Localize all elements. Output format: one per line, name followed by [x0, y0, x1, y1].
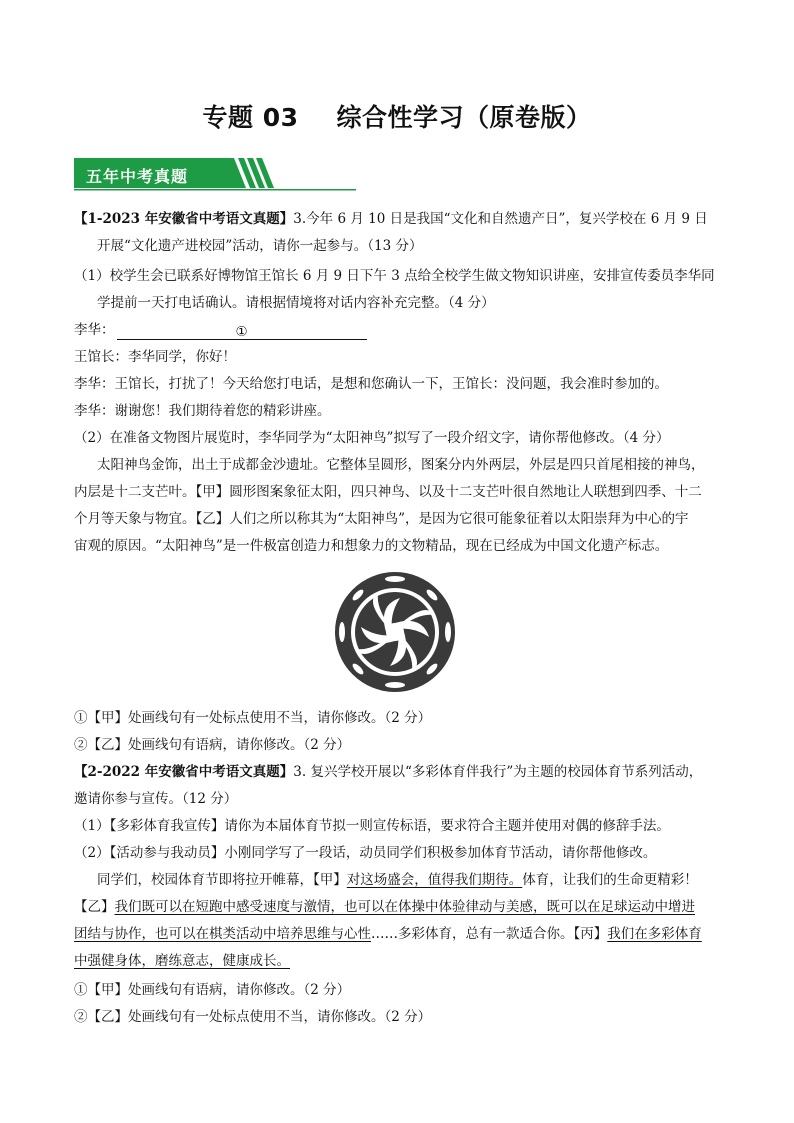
q2-subquestion-2: ②【乙】处画线句有一处标点使用不当，请你修改。（2 分）	[74, 1009, 432, 1025]
marker-yi: 【乙】	[74, 899, 115, 915]
q2-passage-text: 同学们，校园体育节即将拉开帷幕，【甲】	[97, 872, 347, 888]
q2-passage-line-2	[74, 897, 732, 917]
dialogue-line-2: 王馆长：李华同学，你好！	[74, 349, 236, 365]
dialogue-speaker: 李华：	[74, 322, 115, 338]
q1-heading-cont: 开展“文化遗产进校园”活动，请你一起参与。（13 分）	[97, 238, 423, 254]
underlined-sentence-jia: 对这场盛会，值得我们期待。	[346, 872, 523, 888]
q2-part1: （1）【多彩体育我宣传】请你为本届体育节拟一则宣传标语，要求符合主题并使用对偶的修辞手法。	[74, 818, 670, 834]
sun-bird-emblem-image	[334, 571, 456, 693]
q2-heading-text: 3. 复兴学校开展以“多彩体育伴我行”为主题的校园体育节系列活动，	[293, 764, 703, 780]
q1-heading	[74, 209, 732, 229]
q2-passage-line-3	[74, 924, 732, 944]
passage-line-3: 个月等天象与物宜。【乙】人们之所以称其为“太阳神鸟”，是因为它很可能象征着以太阳崇拜为中心的宇	[74, 511, 689, 527]
q2-part2: （2）【活动参与我动员】小刚同学写了一段话，动员同学们积极参加体育节活动，请你帮他修改。	[74, 845, 657, 861]
page-title	[0, 98, 794, 134]
q2-passage-line-4	[74, 951, 732, 971]
dialogue-line-1	[74, 320, 732, 340]
title-part1: 专题 03	[202, 103, 299, 132]
q1-subquestion-1: ①【甲】处画线句有一处标点使用不当，请你修改。（2 分）	[74, 710, 432, 726]
passage-line-1: 太阳神鸟金饰，出土于成都金沙遗址。它整体呈圆形，图案分内外两层，外层是四只首尾相接的神鸟，	[97, 457, 705, 473]
dialogue-line-3: 李华：王馆长，打扰了！今天给您打电话，是想和您确认一下，王馆长：没问题，我会准时参加的。	[74, 376, 668, 392]
underlined-sentence-bing-cont: 中强健身体，磨练意志，健康成长。	[74, 953, 290, 969]
q2-passage-text: ……多彩体育，总有一款适合你。【丙】	[371, 926, 608, 942]
q1-source-tag: 【1-2023 年安徽省中考语文真题】	[74, 211, 294, 227]
passage-line-2: 内层是十二支芒叶。【甲】圆形图案象征太阳，四只神鸟、以及十二支芒叶很自然地让人联想到四季、十二	[74, 484, 702, 500]
q2-heading	[74, 762, 732, 782]
passage-line-4: 宙观的原因。“太阳神鸟”是一件极富创造力和想象力的文物精品，现在已经成为中国文化遗产标志。	[74, 538, 669, 554]
dialogue-line-4: 李华：谢谢您！我们期待着您的精彩讲座。	[74, 403, 331, 419]
q1-part1-line2: 学提前一天打电话确认。请根据情境将对话内容补充完整。（4 分）	[97, 295, 495, 311]
underlined-sentence-yi: 我们既可以在短跑中感受速度与激情，也可以在体操中体验律动与美感，既可以在足球运动中增进	[114, 899, 695, 915]
q2-source-tag: 【2-2022 年安徽省中考语文真题】	[74, 764, 294, 780]
q1-subquestion-2: ②【乙】处画线句有语病，请你修改。（2 分）	[74, 737, 351, 753]
answer-blank-1[interactable]: ①	[117, 322, 367, 340]
q1-heading-text: 3.今年 6 月 10 日是我国“文化和自然遗产日”，复兴学校在 6 月 9 日	[293, 211, 708, 227]
q2-passage-text: 体育，让我们的生命更精彩！	[522, 872, 698, 888]
q2-subquestion-1: ①【甲】处画线句有语病，请你修改。（2 分）	[74, 982, 351, 998]
underlined-sentence-yi-cont: 团结与协作，也可以在棋类活动中培养思维与心性	[74, 926, 371, 942]
underlined-sentence-bing: 我们在多彩体育	[607, 926, 702, 942]
q1-part1-line1: （1）校学生会已联系好博物馆王馆长 6 月 9 日下午 3 点给全校学生做文物知识讲座，安排宣传委员李华同	[74, 268, 715, 284]
section-banner-label: 五年中考真题	[86, 167, 189, 186]
q1-part2-line: （2）在准备文物图片展览时，李华同学为“太阳神鸟”拟写了一段介绍文字，请你帮他修改。（4 分）	[74, 430, 670, 446]
q2-heading-cont: 邀请你参与宣传。（12 分）	[74, 791, 238, 807]
title-part2: 综合性学习（原卷版）	[336, 103, 592, 132]
q2-passage-line-1	[97, 870, 732, 890]
